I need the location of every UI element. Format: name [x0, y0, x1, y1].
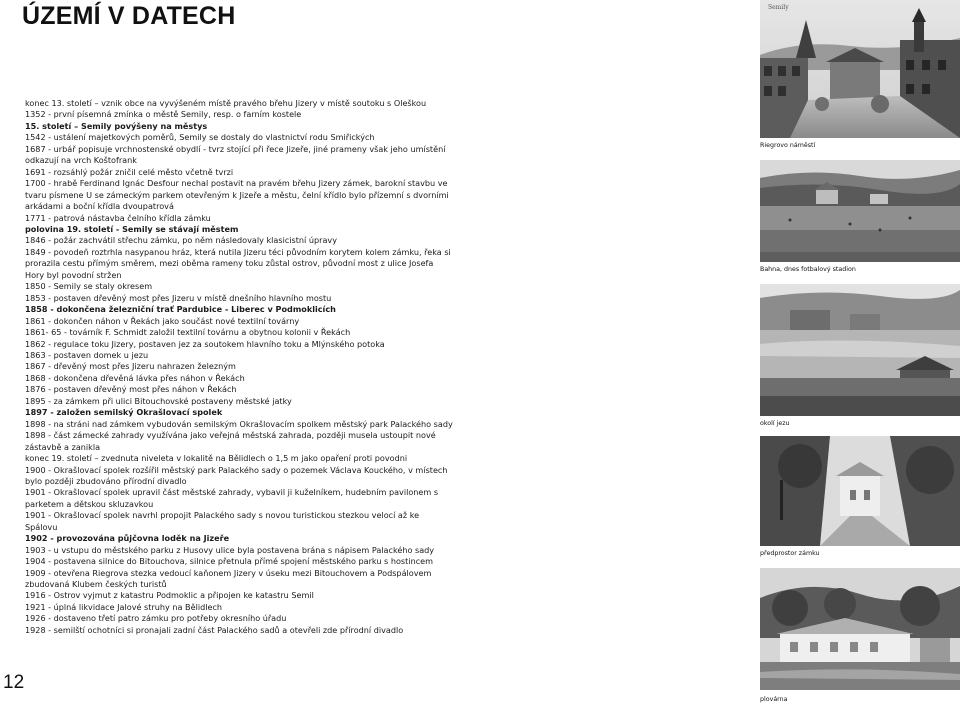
timeline-entry: 1926 - dostaveno třetí patro zámku pro potřeby okresního úřadu: [25, 613, 287, 624]
timeline-entry: 1916 - Ostrov vyjmut z katastru Podmoklic a připojen ke katastru Semil: [25, 590, 314, 601]
photo-caption: předprostor zámku: [760, 550, 820, 557]
timeline-entry: 1853 - postaven dřevěný most přes Jizeru v místě dnešního hlavního mostu: [25, 292, 332, 303]
timeline-entry: 1898 - část zámecké zahrady využívána jako veřejná městská zahrada, později musela ustoupit nové zástavbě a zanikla: [25, 430, 436, 452]
timeline-entry: 1876 - postaven dřevěný most přes náhon v Řekách: [25, 384, 237, 395]
timeline-entry: 1352 - první písemná zmínka o městě Semily, resp. o farním kostele: [25, 109, 302, 120]
timeline-entry: 1901 - Okrašlovací spolek upravil část městské zahrady, vybavil ji kuželníkem, hudebním pavilonem s parketem a dětskou skluzavkou: [25, 487, 439, 509]
timeline-entry: 1904 - postavena silnice do Bitouchova, silnice přetnula přímé spojení městského parku s hostincem: [25, 556, 434, 567]
timeline-entry: 1909 - otevřena Riegrova stezka vedoucí kaňonem Jizery v úseku mezi Bitouchovem a Podspálovem zbudovaná Klubem českých turistů: [25, 567, 432, 590]
timeline-entry: 1928 - semilští ochotníci si pronajali zadní část Palackého sadů a otevřeli zde přírodní divadlo: [25, 624, 404, 635]
timeline-entry: 1902 - provozována půjčovna loděk na Jizeře: [25, 533, 230, 544]
photo-plovarna: [760, 568, 960, 690]
timeline-entry: konec 13. století – vznik obce na vyvýšeném místě pravého břehu Jizery v místě soutoku s Oleškou: [25, 98, 427, 108]
photo-pool-image: [760, 568, 960, 690]
page-number: 12: [3, 672, 25, 693]
timeline-entry: 1867 - dřevěný most přes Jizeru nahrazen železným: [25, 361, 236, 372]
timeline-entry: 1921 - úplná likvidace Jalové struhy na Bělidlech: [25, 601, 223, 612]
timeline-entry: 1687 - urbář popisuje vrchnostenské obydlí - tvrz stojící při řece Jizeře, jiné prameny však jeho umístění odkazují na vrch Koštofrank: [25, 143, 446, 166]
timeline-entry: 1771 - patrová nástavba čelního křídla zámku: [25, 212, 211, 223]
timeline-entry: 1868 - dokončena dřevěná lávka přes náhon v Řekách: [25, 372, 245, 383]
timeline-entry: 1898 - na stráni nad zámkem vybudován semilským Okrašlovacím spolkem městský park Palackého sady: [25, 418, 453, 429]
timeline-entry: konec 19. století – zvednuta niveleta v lokalitě na Bělidlech o 1,5 m jako opaření proti povodni: [25, 453, 408, 464]
timeline-entry: 1849 - povodeň roztrhla nasypanou hráz, která nutila Jizeru téci původním korytem kolem zámku, řeka si prorazila cestu přímým směrem, mezi oběma rameny toku zůstal ostrov, původní most z ulice Josefa Hory byl povodní stržen: [25, 246, 451, 280]
timeline-entry: 1858 - dokončena železniční trať Pardubice - Liberec v Podmoklicích: [25, 304, 336, 315]
photo-caption: okolí jezu: [760, 420, 790, 427]
timeline-entry: 1542 - ustálení majetkových poměrů, Semily se dostaly do vlastnictví rodu Smiřických: [25, 132, 375, 143]
photo-riegrovo-namesti: [760, 0, 960, 138]
photo-bahna: [760, 160, 960, 262]
photo-meadow-image: [760, 160, 960, 262]
photo-stamp-text: Semily: [768, 4, 789, 11]
timeline-entry: 1900 - Okrašlovací spolek rozšířil městský park Palackého sady o pozemek Václava Kouckého, v místech bylo později zbudováno přírodní divadlo: [25, 464, 448, 486]
photo-predprostor-zamku: [760, 436, 960, 546]
timeline-entry: 1691 - rozsáhlý požár zničil celé město včetně tvrzi: [25, 166, 234, 177]
photo-caption: Riegrovo náměstí: [760, 142, 816, 149]
page-title: ÚZEMÍ V DATECH: [22, 2, 236, 30]
timeline-entry: 1903 - u vstupu do městského parku z Husovy ulice byla postavena brána s nápisem Palackého sady: [25, 544, 435, 555]
timeline-entry: 1846 - požár zachvátil střechu zámku, po něm následovaly klasicistní úpravy: [25, 235, 338, 246]
timeline-entry: 1901 - Okrašlovací spolek navrhl propojit Palackého sady s novou turistickou stezkou velocí až ke Spálovu: [25, 510, 420, 532]
photo-caption: Bahna, dnes fotbalový stadion: [760, 266, 856, 273]
photo-forecourt-image: [760, 436, 960, 546]
timeline-list: [25, 98, 453, 636]
timeline-entry: 1862 - regulace toku Jizery, postaven jez za soutokem hlavního toku a Mlýnského potoka: [25, 338, 385, 349]
photo-weir-image: [760, 284, 960, 416]
timeline-entry: 1863 - postaven domek u jezu: [25, 349, 149, 360]
photo-caption: plovárna: [760, 696, 788, 703]
timeline-entry: polovina 19. století - Semily se stávají městem: [25, 223, 239, 234]
photo-okoli-jezu: [760, 284, 960, 416]
timeline-entry: 1861 - dokončen náhon v Řekách jako součást nové textilní továrny: [25, 315, 300, 326]
timeline-entry: 1850 - Semily se staly okresem: [25, 281, 153, 292]
timeline-entry: 1897 - založen semilský Okrašlovací spolek: [25, 407, 223, 418]
timeline-entry: 15. století – Semily povýšeny na městys: [25, 120, 208, 131]
timeline-entry: 1700 - hrabě Ferdinand Ignác Desfour nechal postavit na pravém břehu Jizery zámek, barokní stavbu ve tvaru písmene U se zámeckým parkem otevřeným k Jizeře a městu, čelní křídlo bylo přízemní s dvorními arkádami a boční křídla dvoupatrová: [25, 178, 449, 212]
photo-town-square-image: [760, 0, 960, 138]
timeline-entry: 1895 - za zámkem při ulici Bitouchovské postaveny městské jatky: [25, 395, 292, 406]
timeline-entry: 1861- 65 - továrník F. Schmidt založil textilní továrnu a obytnou kolonii v Řekách: [25, 327, 351, 338]
